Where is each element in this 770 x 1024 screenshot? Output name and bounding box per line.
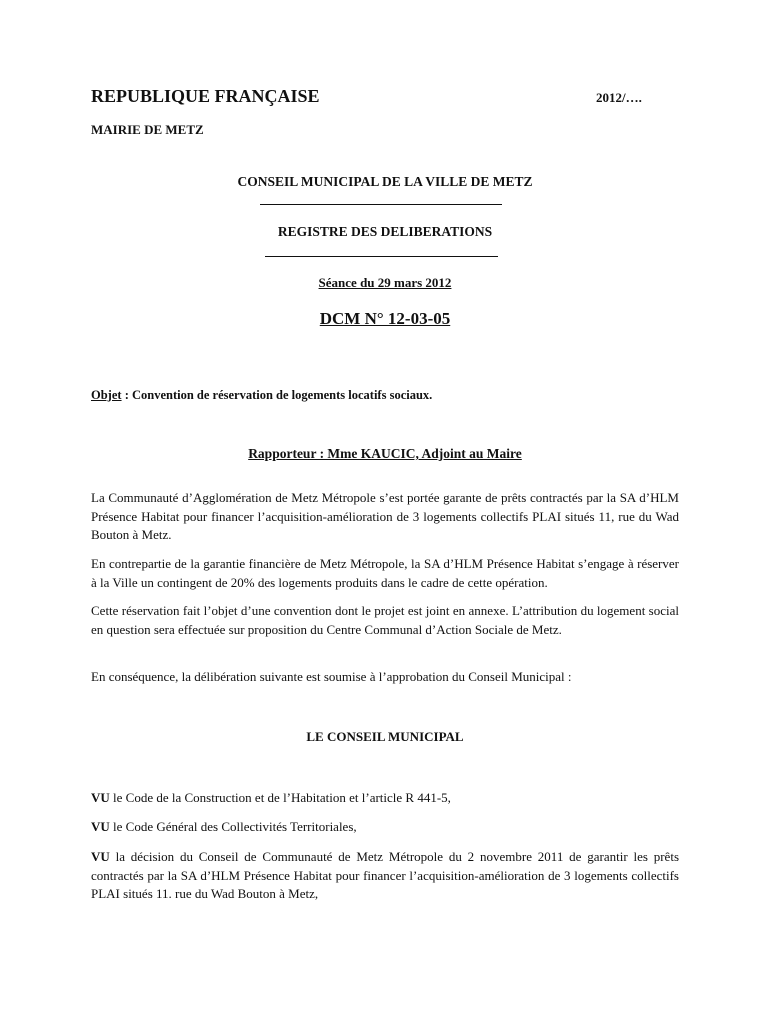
paragraph-3: Cette réservation fait l’objet d’une convention dont le projet est joint en annexe. L’attribution du logement social en question sera effectuée sur proposition du Centre Communal d’Action Sociale de Metz. <box>91 603 679 637</box>
session-date: Séance du 29 mars 2012 <box>318 275 452 290</box>
vu-prefix: VU <box>91 819 110 834</box>
paragraph-1: La Communauté d’Agglomération de Metz Métropole s’est portée garante de prêts contractés par la SA d’HLM Présence Habitat pour financer l’acquisition-amélioration de 3 logements collectifs PLAI situés 11, rue du Wad Bouton à Metz. <box>91 490 679 542</box>
vu-item-2 <box>91 818 679 837</box>
vu-text: la décision du Conseil de Communauté de Metz Métropole du 2 novembre 2011 de garantir les prêts contractés par la SA d’HLM Présence Habitat pour financer l’acquisition-amélioration de 3 logements collectifs PLAI situés 11. rue du Wad Bouton à Metz, <box>91 849 679 901</box>
objet-line <box>91 388 432 403</box>
vu-item-3 <box>91 848 679 904</box>
vu-prefix: VU <box>91 790 110 805</box>
paragraph-2: En contrepartie de la garantie financière de Metz Métropole, la SA d’HLM Présence Habitat s’engage à réserver à la Ville un contingent de 20% des logements produits dans le cadre de cette opération. <box>91 556 679 590</box>
dcm-number: DCM N° 12-03-05 <box>319 309 451 328</box>
vu-item-1 <box>91 789 679 808</box>
mairie-title: MAIRIE DE METZ <box>91 122 204 137</box>
council-title-rule <box>260 204 502 205</box>
objet-text: : Convention de réservation de logements locatifs sociaux. <box>121 388 433 402</box>
objet-label: Objet <box>91 388 122 402</box>
council-title: CONSEIL MUNICIPAL DE LA VILLE DE METZ <box>237 174 533 189</box>
registry-title-rule <box>265 256 498 257</box>
vu-text: le Code Général des Collectivités Territoriales, <box>109 819 357 834</box>
rapporteur: Rapporteur : Mme KAUCIC, Adjoint au Maire <box>248 446 522 461</box>
republic-title: REPUBLIQUE FRANÇAISE <box>91 86 320 106</box>
council-heading: LE CONSEIL MUNICIPAL <box>306 729 464 744</box>
vu-prefix: VU <box>91 849 110 864</box>
paragraph-4: En conséquence, la délibération suivante est soumise à l’approbation du Conseil Municipal : <box>91 669 572 684</box>
registry-title: REGISTRE DES DELIBERATIONS <box>277 224 493 239</box>
reference-number: 2012/…. <box>596 90 642 105</box>
vu-text: le Code de la Construction et de l’Habitation et l’article R 441-5, <box>109 790 451 805</box>
